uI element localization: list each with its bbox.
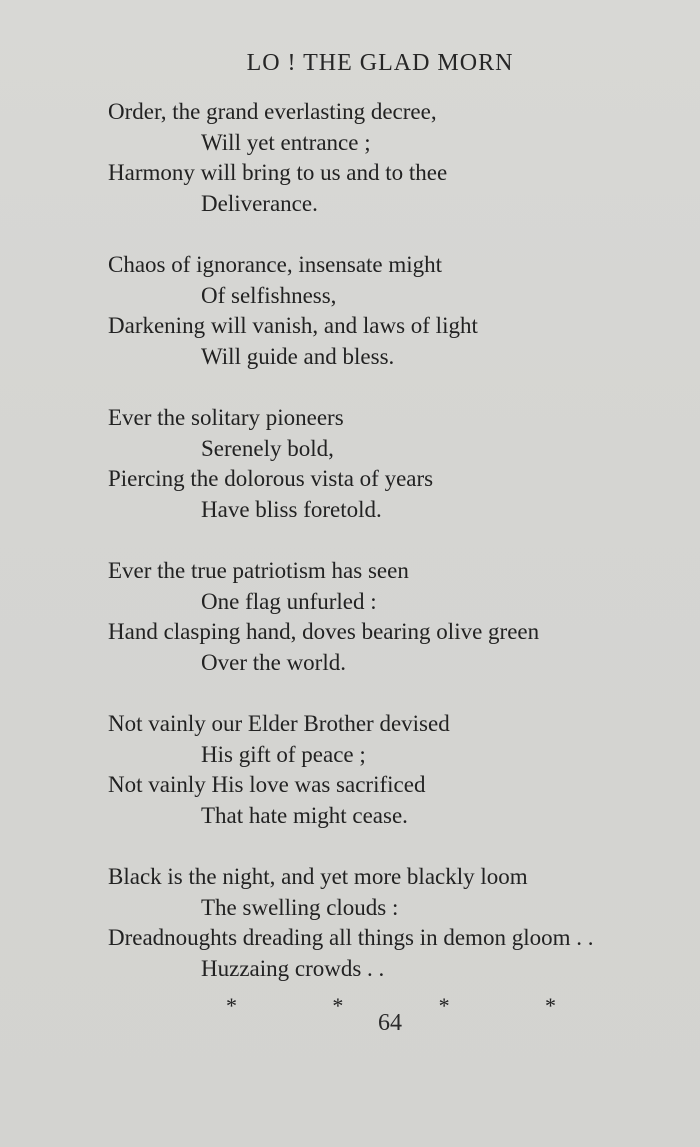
- stanza: [108, 709, 688, 831]
- poem-line: Huzzaing crowds . .: [201, 955, 385, 981]
- poem-line: Of selfishness,: [201, 282, 337, 308]
- poem-line: Will yet entrance ;: [201, 129, 371, 155]
- poem-line: Chaos of ignorance, insensate might: [108, 252, 443, 277]
- poem-line: His gift of peace ;: [201, 741, 366, 767]
- asterisk: *: [544, 993, 556, 1018]
- page-number: 64: [378, 1010, 402, 1036]
- poem-line: Ever the solitary pioneers: [108, 405, 344, 430]
- stanza: [108, 250, 688, 372]
- poem-line: Deliverance.: [201, 190, 318, 216]
- stanza: [108, 556, 688, 678]
- poem-line: One flag unfurled :: [201, 588, 377, 614]
- poem-line: The swelling clouds :: [201, 894, 399, 920]
- asterisk: *: [438, 993, 450, 1018]
- stanza: [108, 862, 688, 984]
- poem-line: Harmony will bring to us and to thee: [108, 160, 448, 185]
- stanza-gap: [108, 831, 688, 862]
- poem-body: [108, 97, 688, 984]
- poem-line: Serenely bold,: [201, 435, 334, 461]
- stanza-gap: [108, 219, 688, 250]
- stanza: [108, 97, 688, 219]
- poem-line: Over the world.: [201, 649, 346, 675]
- running-head: LO ! THE GLAD MORN: [246, 50, 514, 76]
- poem-line: Black is the night, and yet more blackly loom: [108, 864, 528, 889]
- asterisk: *: [332, 993, 344, 1018]
- stanza-gap: [108, 372, 688, 403]
- asterisk: *: [226, 993, 237, 1018]
- stanza-gap: [108, 678, 688, 709]
- poem-line: Darkening will vanish, and laws of light: [108, 313, 478, 338]
- stanza: [108, 403, 688, 525]
- poem-line: Ever the true patriotism has seen: [108, 558, 409, 583]
- poem-line: Order, the grand everlasting decree,: [108, 99, 437, 124]
- poem-line: That hate might cease.: [201, 802, 408, 828]
- poem-line: Will guide and bless.: [201, 343, 395, 369]
- poem-line: Not vainly our Elder Brother devised: [108, 711, 450, 736]
- stanza-gap: [108, 525, 688, 556]
- poem-line: Dreadnoughts dreading all things in demon gloom . .: [108, 925, 594, 950]
- poem-line: Piercing the dolorous vista of years: [108, 466, 434, 491]
- poem-line: Not vainly His love was sacrificed: [108, 772, 426, 797]
- poem-line: Hand clasping hand, doves bearing olive green: [108, 619, 540, 644]
- poem-line: Have bliss foretold.: [201, 496, 382, 522]
